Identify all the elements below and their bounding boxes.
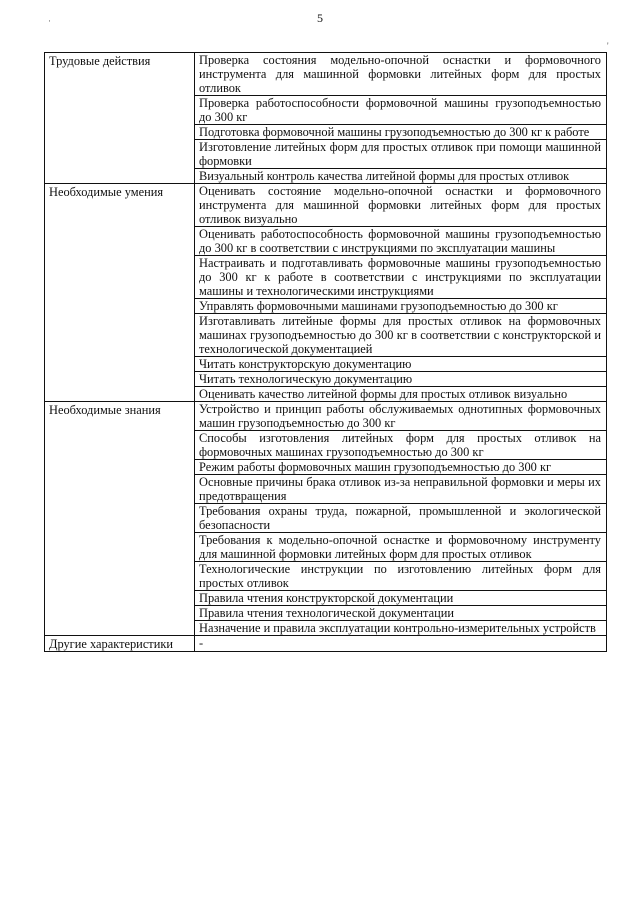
list-item xyxy=(195,533,606,562)
item-text: Подготовка формовочной машины грузоподъемностью до 300 кг к работе xyxy=(195,125,606,140)
list-item xyxy=(195,314,606,357)
list-item xyxy=(195,357,606,372)
table-row xyxy=(45,53,607,184)
item-text: Визуальный контроль качества литейной формы для простых отливок xyxy=(199,169,570,183)
list-item xyxy=(195,372,606,387)
item-list xyxy=(195,53,606,183)
item-list xyxy=(195,402,606,635)
item-text: Проверка работоспособности формовочной машины грузоподъемностью до 300 кг xyxy=(195,96,606,125)
item-text: Читать технологическую документацию xyxy=(195,372,606,387)
list-item xyxy=(195,475,606,504)
item-list xyxy=(195,636,606,650)
item-text: Требования к модельно-опочной оснастке и формовочному инструменту для машинной формовки литейных форм для простых отливок xyxy=(195,533,606,562)
category-label: Необходимые знания xyxy=(49,403,161,417)
competency-table xyxy=(44,52,607,652)
item-text: Оценивать состояние модельно-опочной оснастки и формовочного инструмента для машинной формовки литейных форм для простых отливок визуально xyxy=(195,184,606,227)
items-cell xyxy=(195,53,607,184)
item-text: Настраивать и подготавливать формовочные машины грузоподъемностью до 300 кг к работе в соответствии с инструкциями по эксплуатации машины и технологическими инструкциями xyxy=(195,256,606,299)
scan-dot: · xyxy=(48,16,51,26)
list-item xyxy=(195,299,606,314)
item-text: Проверка состояния модельно-опочной оснастки и формовочного инструмента для машинной формовки литейных форм для простых отливок xyxy=(195,53,606,96)
page-number: 5 xyxy=(317,11,323,25)
item-text: Требования охраны труда, пожарной, промышленной и экологической безопасности xyxy=(195,504,606,533)
category-cell xyxy=(45,53,195,184)
item-text: Режим работы формовочных машин грузоподъемностью до 300 кг xyxy=(195,460,606,475)
list-item xyxy=(195,53,606,96)
category-label: Другие характеристики xyxy=(49,637,174,651)
list-item xyxy=(195,169,606,184)
list-item xyxy=(195,606,606,621)
table-row xyxy=(45,402,607,636)
item-text: Основные причины брака отливок из-за неправильной формовки и меры их предотвращения xyxy=(195,475,606,504)
list-item xyxy=(195,140,606,169)
list-item xyxy=(195,562,606,591)
table-body xyxy=(45,53,607,652)
item-text: Изготовление литейных форм для простых отливок при помощи машинной формовки xyxy=(195,140,606,169)
item-text: Способы изготовления литейных форм для простых отливок на формовочных машинах грузоподъемностью до 300 кг xyxy=(195,431,606,460)
list-item xyxy=(195,591,606,606)
list-item xyxy=(195,621,606,636)
list-item xyxy=(195,227,606,256)
list-item xyxy=(195,387,606,402)
item-text: Технологические инструкции по изготовлению литейных форм для простых отливок xyxy=(195,562,606,591)
item-text: Читать конструкторскую документацию xyxy=(195,357,606,372)
list-item xyxy=(195,256,606,299)
list-item xyxy=(195,460,606,475)
item-text: Изготавливать литейные формы для простых отливок на формовочных машинах грузоподъемностью до 300 кг в соответствии с конструкторской и технологической документацией xyxy=(195,314,606,357)
item-list xyxy=(195,184,606,401)
item-text: Оценивать качество литейной формы для простых отливок визуально xyxy=(199,387,568,401)
item-text: Управлять формовочными машинами грузоподъемностью до 300 кг xyxy=(195,299,606,314)
table-row xyxy=(45,184,607,402)
item-text: Устройство и принцип работы обслуживаемых однотипных формовочных машин грузоподъемностью до 300 кг xyxy=(195,402,606,431)
scan-dot: ' xyxy=(607,41,609,51)
category-label: Трудовые действия xyxy=(49,54,151,68)
category-cell xyxy=(45,184,195,402)
items-cell xyxy=(195,184,607,402)
table-row xyxy=(45,636,607,652)
list-item xyxy=(195,184,606,227)
list-item xyxy=(195,636,606,650)
item-text: Назначение и правила эксплуатации контрольно-измерительных устройств xyxy=(199,621,596,635)
category-cell xyxy=(45,636,195,652)
category-cell xyxy=(45,402,195,636)
category-label: Необходимые умения xyxy=(49,185,164,199)
item-text: Правила чтения технологической документации xyxy=(195,606,606,621)
list-item xyxy=(195,402,606,431)
item-text: Правила чтения конструкторской документации xyxy=(195,591,606,606)
list-item xyxy=(195,125,606,140)
items-cell xyxy=(195,636,607,652)
item-text: Оценивать работоспособность формовочной машины грузоподъемностью до 300 кг в соответствии с инструкциями по эксплуатации машины xyxy=(195,227,606,256)
list-item xyxy=(195,431,606,460)
item-text: - xyxy=(199,636,204,650)
list-item xyxy=(195,96,606,125)
items-cell xyxy=(195,402,607,636)
list-item xyxy=(195,504,606,533)
